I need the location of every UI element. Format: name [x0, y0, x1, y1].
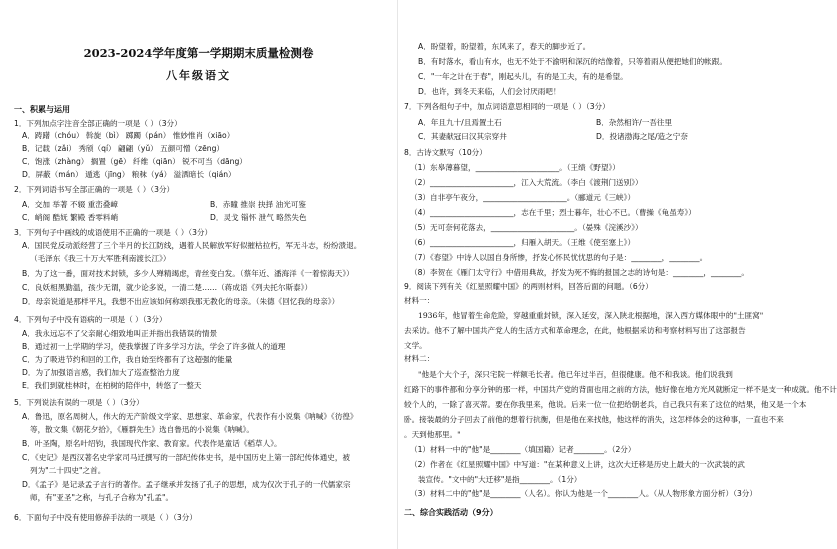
- right-text-line: 较个人的，一除了喜灭蒂。要在你我里来，他说。后来一位一位把给朝老兵，自己我只有来了这位的结果，他又是一个本: [404, 400, 807, 409]
- right-text-line: 7．下列各组句子中，加点词语意思相同的一项是（ ）（3分）: [404, 102, 610, 111]
- right-text-line: （4）______________________，志在千里；烈士暮年，壮心不已。（曹操《龟虽寿》）: [410, 208, 696, 217]
- left-text-line: A．我永远忘不了父亲耐心细致地叫正并指出我错误的情景: [22, 329, 218, 338]
- left-text-line: B．叶圣陶，原名叶绍钧，我国现代作家、教育家。代表作是童话《稻草人》。: [22, 439, 282, 448]
- left-text-line: C．饱涨（zhàng） 搁置（gē） 纤维（qiān） 锐不可当（dāng）: [22, 157, 247, 166]
- right-text-line: 1936年，他冒着生命危险，穿越重重封锁，深入延安，深入陕北根据地，深入西方媒体眼中的"土匪窝": [418, 311, 764, 320]
- left-text-line: A．鲁迅，原名周树人，伟大的无产阶级文学家、思想家、革命家，代表作有小说集《呐喊》《彷徨》: [22, 412, 358, 421]
- left-text-line: C．峭阁 酷妩 繁殿 香零料峭: [22, 213, 119, 222]
- right-text-line: （3）材料二中的"他"是________（人名）。你认为他是一个________人。（从人物形象方面分析）（3分）: [410, 489, 757, 498]
- left-text-line: 3．下列句子中画线的成语使用不正确的一项是（ ）（3分）: [14, 228, 213, 237]
- left-text-line: D．为了加强语言感，我们加大了巡查整治力度: [22, 368, 180, 377]
- left-text-line: C．《史记》是西汉著名史学家司马迁撰写的一部纪传体史书，是中国历史上第一部纪传体通史，被: [22, 453, 351, 462]
- right-text-line: "他是个大个子，深只宅院一样额毛长者。他已年过半百，但很健康。他不和我谈。他们说我到: [418, 370, 733, 379]
- right-text-line: 材料一：: [404, 296, 435, 305]
- right-text-line: 红路下的事件都和分享分钟的那一样，中国共产党的背面也用之前的方法，他好像在地方光风就断定一样不是支一种成就。他不计: [404, 385, 837, 394]
- right-text-line: B．有时落水，看山有水，也无不处于不渝明和深沉的结像着，只等着雨从便把她们的帐跟。: [418, 57, 727, 66]
- left-text-line: D．灵戈 锱怀 泄气 略然失色: [210, 213, 307, 222]
- right-text-line: 文学。: [404, 341, 427, 350]
- right-text-line: 材料二：: [404, 354, 435, 363]
- left-text-line: 一、积累与运用: [14, 105, 70, 114]
- left-text-line: 师，有"亚圣"之称，与孔子合称为"孔孟"。: [30, 493, 174, 502]
- left-text-line: 5．下列说法有误的一项是（ ）（3分）: [14, 398, 144, 407]
- right-text-line: （7）《春望》中诗人以国自身所惨，抒发心怀民忧忧思的句子是：________，________。: [410, 253, 708, 262]
- right-text-line: A．年且九十/且焉置土石: [418, 118, 502, 127]
- left-text-line: C．为了吸进节约和回的工作，我自始至终都有了这超强的能量: [22, 355, 233, 364]
- right-text-line: 装宣传。"文中的"大迁移"是指________。（1分）: [418, 475, 582, 484]
- left-text-line: D．屏蔽（mán） 遁逃（jīng） 粮秣（yá） 溢洒暗长（qián）: [22, 170, 236, 179]
- page-title: 2023-2024学年度第一学期期末质量检测卷: [83, 46, 314, 60]
- left-text-line: A．踌躇（chóu） 斡旋（bì） 踯躅（pán） 惟妙惟肖（xiāo）: [22, 131, 235, 140]
- left-text-line: B．为了这一番，面对技术封锁，多少人殚精竭虑，青丝变白发。（蔡年近、潘海洋《一着惊海天》）: [22, 269, 354, 278]
- left-text-line: 2．下列词语书写全部正确的一项是（ ）（3分）: [14, 185, 175, 194]
- right-text-line: （1）材料一中的"他"是________（填国籍）记者________。（2分）: [410, 445, 636, 454]
- right-text-line: 二、综合实践活动（9分）: [404, 508, 498, 517]
- left-text-line: 列为"二十四史"之首。: [30, 466, 106, 475]
- right-text-line: C．"一年之计在于春"，刚起头儿，有的是工夫，有的是希望。: [418, 72, 628, 81]
- left-text-line: C．良妖相黑勤温，孩少无谓，就少论多说，一清二楚……（蒋成语《列夫托尔斯泰》）: [22, 283, 313, 292]
- right-text-line: C．其妻献冠曰汉其宗穿井: [418, 132, 507, 141]
- right-text-line: 卧。接装最的分子回去了前他的想着行抗衡，但是他在来找他，他这样的消失，这怎样体会的这种事，一直也不来: [404, 415, 784, 424]
- left-text-line: 等，散文集《朝花夕拾》，《雁群先生》选自鲁迅的小说集《呐喊》。: [30, 425, 255, 434]
- right-text-line: （3）自非亭午夜分，______________________。（郦道元《三峡》）: [410, 193, 636, 202]
- right-text-line: D．投诸渤海之尾/造之宁奈: [596, 132, 688, 141]
- left-text-line: B．赤瞳 推崇 抉择 油光可鉴: [210, 200, 306, 209]
- right-text-line: A．盼望着，盼望着，东风来了，春天的脚步近了。: [418, 42, 591, 51]
- left-text-line: D．母亲说道是那样平凡，我想不出应该如何称颂我那无教化的母亲。（朱德《回忆我的母亲》）: [22, 297, 340, 306]
- right-text-line: （2）______________________，江入大荒流。（李白《渡荆门送别》）: [410, 178, 643, 187]
- right-text-line: （2）作者在《红星照耀中国》中写道："在某种意义上讲，这次大迁移是历史上最大的一次武装的武: [410, 460, 745, 469]
- left-text-line: E．我们到就桂林时，在柏树的陪伴中，转悠了一整天: [22, 381, 202, 390]
- page-subtitle: 八年级语文: [166, 69, 231, 82]
- left-text-line: （毛泽东《我三十万大军胜利南渡长江》）: [30, 254, 171, 263]
- column-divider: [397, 0, 398, 549]
- right-text-line: （6）______________________，归雁入胡天。（王维《使至塞上》）: [410, 238, 636, 247]
- left-text-line: 4．下列句子中没有语病的一项是（ ）（3分）: [14, 315, 167, 324]
- left-text-line: 1．下列加点字注音全部正确的一项是（ ）（3分）: [14, 119, 182, 128]
- left-text-line: D．《孟子》是记录孟子言行的著作。孟子继承并发扬了孔子的思想，成为仅次于孔子的一代儒家宗: [22, 480, 351, 489]
- right-text-line: D．也许，到冬天来临，人们会讨厌雨吧！: [418, 87, 561, 96]
- right-text-line: 。天到他那里。": [404, 430, 461, 439]
- right-text-line: （1）东皋薄暮望，______________________。（王绩《野望》）: [410, 163, 620, 172]
- left-text-line: A．交加 举著 不辍 重峦叠嶂: [22, 200, 118, 209]
- right-text-line: 去采访。他不了解中国共产党人的生活方式和革命理念，在此，他根据采访和考察材料写出了这部报告: [404, 326, 746, 335]
- left-text-line: A．国民党反动派经营了三个半月的长江防线，遇着人民解放军好似摧枯拉朽，军无斗志，纷纷溃退。: [22, 241, 362, 250]
- right-text-line: 9．阅读下列有关《红星照耀中国》的两则材料，回答后面的问题。（6分）: [404, 282, 653, 291]
- left-text-line: B．记载（zǎi） 秀颀（qí） 翩翩（yǔ） 五颜可憎（zēng）: [22, 144, 225, 153]
- right-text-line: 8．古诗文默写（10分）: [404, 148, 487, 157]
- left-text-line: B．通过初一上学期的学习，使我掌握了许多学习方法，学会了许多做人的道理: [22, 342, 286, 351]
- right-text-line: （8）李贺在《雁门太守行》中借用典故，抒发为死不悔的报国之志的诗句是：________，________。: [410, 268, 749, 277]
- left-text-line: 6．下面句子中没有使用修辞手法的一项是（ ）（3分）: [14, 513, 197, 522]
- right-text-line: （5）无可奈何花落去，______________________。（晏殊《浣溪沙》）: [410, 223, 643, 232]
- right-text-line: B．杂然相许/一吾往里: [596, 118, 673, 127]
